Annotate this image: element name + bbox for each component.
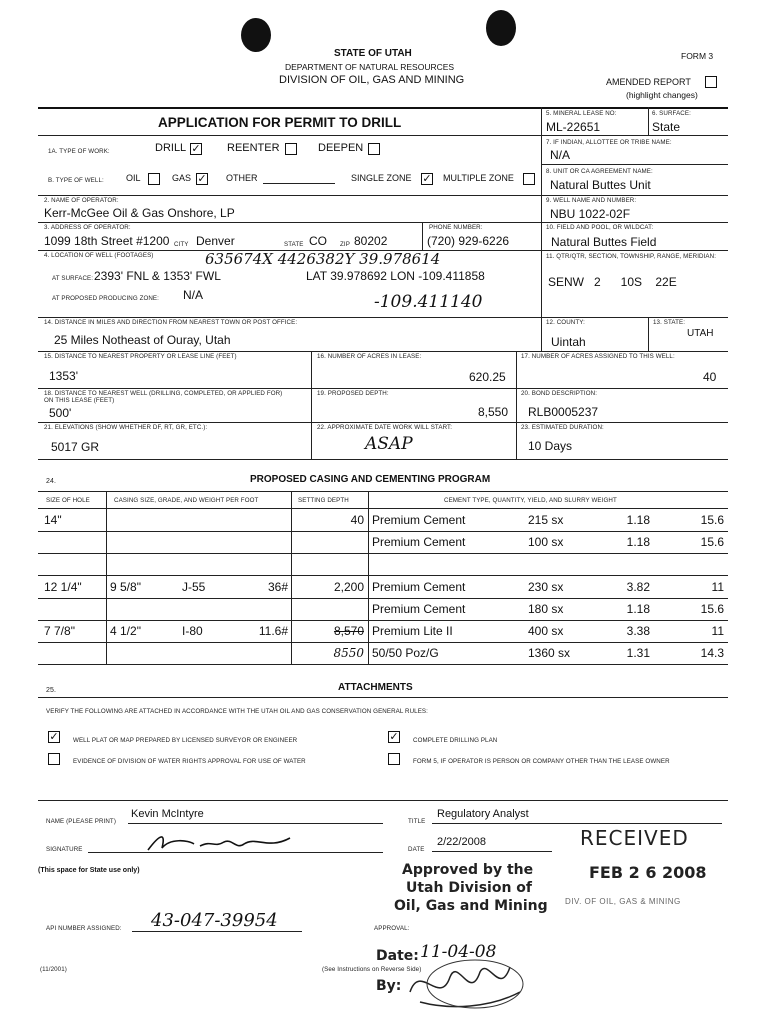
zip-value: 80202 bbox=[354, 234, 388, 248]
producing-zone-value: N/A bbox=[183, 288, 204, 302]
start-date-value: ASAP bbox=[365, 434, 413, 454]
type-of-work-label: 1A. TYPE OF WORK: bbox=[48, 148, 110, 155]
name-label: NAME (PLEASE PRINT) bbox=[46, 818, 116, 825]
cement-quantity: 215 sx bbox=[528, 513, 564, 527]
cement-type: Premium Cement bbox=[372, 513, 466, 527]
elevation-label: 21. ELEVATIONS (SHOW WHETHER DF, RT, GR, ETC.): bbox=[44, 424, 208, 431]
attachment-water-rights-label: EVIDENCE OF DIVISION OF WATER RIGHTS APPROVAL FOR USE OF WATER bbox=[73, 758, 306, 765]
casing-section-title: PROPOSED CASING AND CEMENTING PROGRAM bbox=[250, 474, 491, 485]
cement-type: 50/50 Poz/G bbox=[372, 646, 439, 660]
casing-col-line bbox=[368, 491, 369, 665]
attachments-top-line bbox=[38, 697, 728, 698]
cement-weight: 11 bbox=[711, 580, 724, 594]
multiple-zone-checkbox[interactable] bbox=[523, 173, 535, 185]
cement-type: Premium Cement bbox=[372, 602, 466, 616]
casing-header-top bbox=[38, 491, 728, 492]
county-divider bbox=[541, 317, 542, 351]
api-value: 43-047-39954 bbox=[151, 910, 278, 931]
city-value: Denver bbox=[196, 234, 235, 248]
row-line bbox=[38, 351, 728, 352]
date-label: DATE bbox=[408, 846, 425, 853]
phone-divider bbox=[422, 222, 423, 250]
reenter-label: REENTER bbox=[227, 142, 280, 154]
instructions-note: (See Instructions on Reverse Side) bbox=[322, 966, 422, 973]
acres-assigned-value: 40 bbox=[703, 370, 717, 384]
duration-label: 23. ESTIMATED DURATION: bbox=[521, 424, 604, 431]
operator-value: Kerr-McGee Oil & Gas Onshore, LP bbox=[44, 206, 235, 220]
distance-well-label: 18. DISTANCE TO NEAREST WELL (DRILLING, COMPLETED, OR APPLIED FOR) ON THIS LEASE (FEET) bbox=[44, 390, 283, 404]
depth-label: 19. PROPOSED DEPTH: bbox=[317, 390, 389, 397]
approved-date-value: 11-04-08 bbox=[420, 942, 497, 962]
bond-label: 20. BOND DESCRIPTION: bbox=[521, 390, 598, 397]
casing-grade: I-80 bbox=[182, 624, 203, 638]
cement-quantity: 400 sx bbox=[528, 624, 564, 638]
state-label: STATE bbox=[284, 241, 304, 248]
api-label: API NUMBER ASSIGNED: bbox=[46, 925, 122, 932]
well-value: NBU 1022-02F bbox=[550, 207, 631, 221]
elevation-value: 5017 GR bbox=[51, 440, 100, 454]
zip-label: ZIP bbox=[340, 241, 350, 248]
county-value: Uintah bbox=[551, 335, 586, 349]
casing-row-line bbox=[38, 598, 728, 599]
attachment-plat-label: WELL PLAT OR MAP PREPARED BY LICENSED SURVEYOR OR ENGINEER bbox=[73, 737, 298, 744]
approved-by-label: By: bbox=[376, 978, 402, 994]
row-line bbox=[38, 195, 728, 196]
approved-stamp-line2: Utah Division of bbox=[406, 880, 532, 896]
casing-weight: 36# bbox=[267, 580, 288, 594]
cement-weight: 15.6 bbox=[700, 602, 724, 616]
address-value: 1099 18th Street #1200 bbox=[44, 234, 170, 248]
approved-stamp-line3: Oil, Gas and Mining bbox=[394, 898, 548, 914]
attachments-bottom-line bbox=[38, 800, 728, 801]
row-line bbox=[38, 459, 728, 460]
indian-label: 7. IF INDIAN, ALLOTTEE OR TRIBE NAME: bbox=[546, 139, 672, 146]
api-line bbox=[132, 931, 302, 932]
casing-grade: J-55 bbox=[182, 580, 206, 594]
handwritten-coordinates: 635674X 4426382Y 39.978614 bbox=[205, 250, 441, 268]
gas-label: GAS bbox=[172, 173, 192, 183]
drill-checkbox[interactable]: ✓ bbox=[191, 142, 201, 155]
producing-zone-label: AT PROPOSED PRODUCING ZONE: bbox=[52, 295, 159, 302]
lat-lon-value: LAT 39.978692 LON -109.411858 bbox=[306, 269, 485, 283]
cement-quantity: 100 sx bbox=[528, 535, 564, 549]
received-date: FEB 2 6 2008 bbox=[589, 863, 707, 882]
duration-divider bbox=[516, 422, 517, 459]
phone-label: PHONE NUMBER: bbox=[429, 224, 483, 231]
other-label: OTHER bbox=[226, 173, 258, 183]
acres-assigned-label: 17. NUMBER OF ACRES ASSIGNED TO THIS WELL: bbox=[521, 353, 675, 360]
indian-value: N/A bbox=[550, 148, 571, 162]
casing-row-line bbox=[38, 575, 728, 576]
signature-label: SIGNATURE bbox=[46, 846, 83, 853]
other-blank-line bbox=[263, 183, 335, 184]
agency-name: STATE OF UTAH bbox=[334, 48, 412, 59]
city-label: CITY bbox=[174, 241, 189, 248]
single-zone-checkbox[interactable]: ✓ bbox=[422, 172, 432, 185]
oil-label: OIL bbox=[126, 173, 141, 183]
acres-lease-label: 16. NUMBER OF ACRES IN LEASE: bbox=[317, 353, 422, 360]
amended-report-label: AMENDED REPORT bbox=[606, 77, 691, 87]
unit-value: Natural Buttes Unit bbox=[550, 178, 651, 192]
gas-checkbox[interactable]: ✓ bbox=[197, 172, 207, 185]
casing-section-number: 24. bbox=[46, 478, 57, 485]
date-line bbox=[432, 851, 552, 852]
attachments-number: 25. bbox=[46, 687, 57, 694]
casing-row-line bbox=[38, 553, 728, 554]
revision-label: (11/2001) bbox=[40, 966, 67, 973]
casing-col-line bbox=[106, 491, 107, 665]
attachment-plat-checkbox[interactable]: ✓ bbox=[49, 730, 59, 743]
received-division: DIV. OF OIL, GAS & MINING bbox=[565, 897, 681, 906]
duration-value: 10 Days bbox=[528, 439, 573, 453]
approved-stamp-line1: Approved by the bbox=[402, 862, 534, 878]
casing-row-line bbox=[38, 620, 728, 621]
highlight-note: (highlight changes) bbox=[626, 90, 698, 100]
casing-size: 9 5/8" bbox=[110, 580, 141, 594]
row-line bbox=[38, 422, 728, 423]
cement-weight: 15.6 bbox=[700, 535, 724, 549]
casing-size: 4 1/2" bbox=[110, 624, 141, 638]
oil-checkbox[interactable] bbox=[148, 173, 160, 185]
approver-signature bbox=[400, 952, 530, 1012]
casing-setting-depth: 8,570 bbox=[333, 624, 364, 638]
surface-divider bbox=[648, 107, 649, 135]
cement-yield: 1.31 bbox=[626, 646, 650, 660]
drill-label: DRILL bbox=[155, 142, 187, 154]
state-13-value: UTAH bbox=[687, 328, 714, 339]
surface-location-label: AT SURFACE: bbox=[52, 275, 94, 282]
casing-row-line bbox=[38, 531, 728, 532]
operator-label: 2. NAME OF OPERATOR: bbox=[44, 197, 119, 204]
distance-property-value: 1353' bbox=[49, 369, 78, 383]
cement-quantity: 180 sx bbox=[528, 602, 564, 616]
depth-divider bbox=[311, 388, 312, 422]
attachment-drilling-plan-checkbox[interactable]: ✓ bbox=[389, 730, 399, 743]
casing-hole-size: 14" bbox=[44, 513, 62, 527]
received-stamp: RECEIVED bbox=[580, 826, 689, 850]
cement-weight: 14.3 bbox=[700, 646, 724, 660]
approval-label: APPROVAL: bbox=[374, 925, 410, 932]
row-line bbox=[38, 388, 728, 389]
cement-type: Premium Cement bbox=[372, 580, 466, 594]
title-label: TITLE bbox=[408, 818, 426, 825]
acres-assigned-divider bbox=[516, 351, 517, 388]
cement-type: Premium Cement bbox=[372, 535, 466, 549]
row-line bbox=[541, 164, 728, 165]
depth-value: 8,550 bbox=[478, 405, 509, 419]
single-zone-label: SINGLE ZONE bbox=[351, 173, 412, 183]
attachments-intro: VERIFY THE FOLLOWING ARE ATTACHED IN ACCORDANCE WITH THE UTAH OIL AND GAS CONSERVATION GENERAL RULES: bbox=[46, 708, 428, 715]
attachment-drilling-plan-label: COMPLETE DRILLING PLAN bbox=[413, 737, 498, 744]
start-date-label: 22. APPROXIMATE DATE WORK WILL START: bbox=[317, 424, 453, 431]
department-name: DEPARTMENT OF NATURAL RESOURCES bbox=[285, 62, 455, 72]
casing-setting-depth: 8550 bbox=[333, 646, 364, 660]
cement-quantity: 1360 sx bbox=[528, 646, 571, 660]
punch-hole-left bbox=[241, 18, 271, 52]
division-name: DIVISION OF OIL, GAS AND MINING bbox=[279, 74, 465, 86]
casing-weight: 11.6# bbox=[258, 624, 288, 638]
casing-header-depth: SETTING DEPTH bbox=[298, 497, 349, 504]
phone-value: (720) 929-6226 bbox=[427, 234, 510, 248]
casing-hole-size: 7 7/8" bbox=[44, 624, 75, 638]
casing-col-line bbox=[291, 491, 292, 665]
handwritten-longitude: -109.411140 bbox=[374, 292, 483, 312]
state-value: CO bbox=[309, 234, 327, 248]
bond-value: RLB0005237 bbox=[528, 405, 599, 419]
state-13-label: 13. STATE: bbox=[653, 319, 686, 326]
casing-setting-depth: 2,200 bbox=[333, 580, 364, 594]
county-label: 12. COUNTY: bbox=[546, 319, 585, 326]
casing-hole-size: 12 1/4" bbox=[44, 580, 82, 594]
location-label: 4. LOCATION OF WELL (FOOTAGES) bbox=[44, 252, 154, 259]
state-use-note: (This space for State use only) bbox=[38, 867, 140, 874]
cement-quantity: 230 sx bbox=[528, 580, 564, 594]
name-value: Kevin McIntyre bbox=[131, 808, 204, 820]
multiple-zone-label: MULTIPLE ZONE bbox=[443, 173, 514, 183]
qtr-label: 11. QTR/QTR, SECTION, TOWNSHIP, RANGE, MERIDIAN: bbox=[546, 253, 717, 260]
casing-header-casing: CASING SIZE, GRADE, AND WEIGHT PER FOOT bbox=[114, 497, 259, 504]
field-label: 10. FIELD AND POOL, OR WILDCAT: bbox=[546, 224, 654, 231]
attachment-form5-label: FORM 5, IF OPERATOR IS PERSON OR COMPANY OTHER THAN THE LEASE OWNER bbox=[413, 758, 670, 765]
date-value: 2/22/2008 bbox=[437, 836, 486, 848]
distance-well-value: 500' bbox=[49, 406, 72, 420]
distance-town-value: 25 Miles Notheast of Ouray, Utah bbox=[54, 333, 231, 347]
surface-location-value: 2393' FNL & 1353' FWL bbox=[94, 269, 221, 283]
reenter-checkbox[interactable] bbox=[285, 143, 297, 155]
casing-row-line bbox=[38, 642, 728, 643]
address-label: 3. ADDRESS OF OPERATOR: bbox=[44, 224, 131, 231]
cement-yield: 3.82 bbox=[626, 580, 650, 594]
start-divider bbox=[311, 422, 312, 459]
mineral-lease-label: 5. MINERAL LEASE NO: bbox=[546, 110, 617, 117]
casing-header-cement: CEMENT TYPE, QUANTITY, YIELD, AND SLURRY WEIGHT bbox=[444, 497, 617, 504]
row-line bbox=[38, 135, 728, 136]
field-value: Natural Buttes Field bbox=[551, 235, 657, 249]
bond-divider bbox=[516, 388, 517, 422]
title-line bbox=[432, 823, 722, 824]
cement-yield: 1.18 bbox=[626, 602, 650, 616]
cement-weight: 15.6 bbox=[700, 513, 724, 527]
cement-weight: 11 bbox=[711, 624, 724, 638]
qtr-value: SENW 2 10S 22E bbox=[548, 275, 677, 289]
name-line bbox=[128, 823, 383, 824]
punch-hole-right bbox=[486, 10, 516, 46]
form-number: FORM 3 bbox=[681, 51, 714, 61]
acres-lease-value: 620.25 bbox=[469, 370, 506, 384]
type-of-well-label: B. TYPE OF WELL: bbox=[48, 177, 104, 184]
attachment-water-rights-checkbox[interactable] bbox=[48, 753, 60, 765]
cement-yield: 3.38 bbox=[626, 624, 650, 638]
casing-header-hole: SIZE OF HOLE bbox=[46, 497, 90, 504]
cement-yield: 1.18 bbox=[626, 535, 650, 549]
row-line bbox=[38, 222, 728, 223]
row-line bbox=[38, 317, 728, 318]
right-column-divider bbox=[541, 107, 542, 317]
acres-divider bbox=[311, 351, 312, 388]
approved-date-label: Date: bbox=[376, 948, 419, 964]
amended-report-checkbox[interactable] bbox=[705, 76, 717, 88]
surface-value: State bbox=[652, 120, 681, 134]
surface-label: 6. SURFACE: bbox=[652, 110, 691, 117]
attachment-form5-checkbox[interactable] bbox=[388, 753, 400, 765]
distance-town-label: 14. DISTANCE IN MILES AND DIRECTION FROM NEAREST TOWN OR POST OFFICE: bbox=[44, 319, 298, 326]
deepen-checkbox[interactable] bbox=[368, 143, 380, 155]
form-top-border bbox=[38, 107, 728, 109]
mineral-lease-value: ML-22651 bbox=[546, 120, 601, 134]
casing-row-line bbox=[38, 664, 728, 665]
unit-label: 8. UNIT OR CA AGREEMENT NAME: bbox=[546, 168, 653, 175]
casing-header-bottom bbox=[38, 508, 728, 509]
cement-yield: 1.18 bbox=[626, 513, 650, 527]
distance-property-label: 15. DISTANCE TO NEAREST PROPERTY OR LEASE LINE (FEET) bbox=[44, 353, 237, 360]
cement-type: Premium Lite II bbox=[372, 624, 453, 638]
deepen-label: DEEPEN bbox=[318, 142, 364, 154]
title-value: Regulatory Analyst bbox=[437, 808, 529, 820]
state-divider bbox=[648, 317, 649, 351]
well-label: 9. WELL NAME AND NUMBER: bbox=[546, 197, 637, 204]
attachments-title: ATTACHMENTS bbox=[338, 682, 413, 693]
casing-setting-depth: 40 bbox=[350, 513, 364, 527]
form-title: APPLICATION FOR PERMIT TO DRILL bbox=[158, 115, 402, 130]
signature-image bbox=[140, 828, 300, 860]
